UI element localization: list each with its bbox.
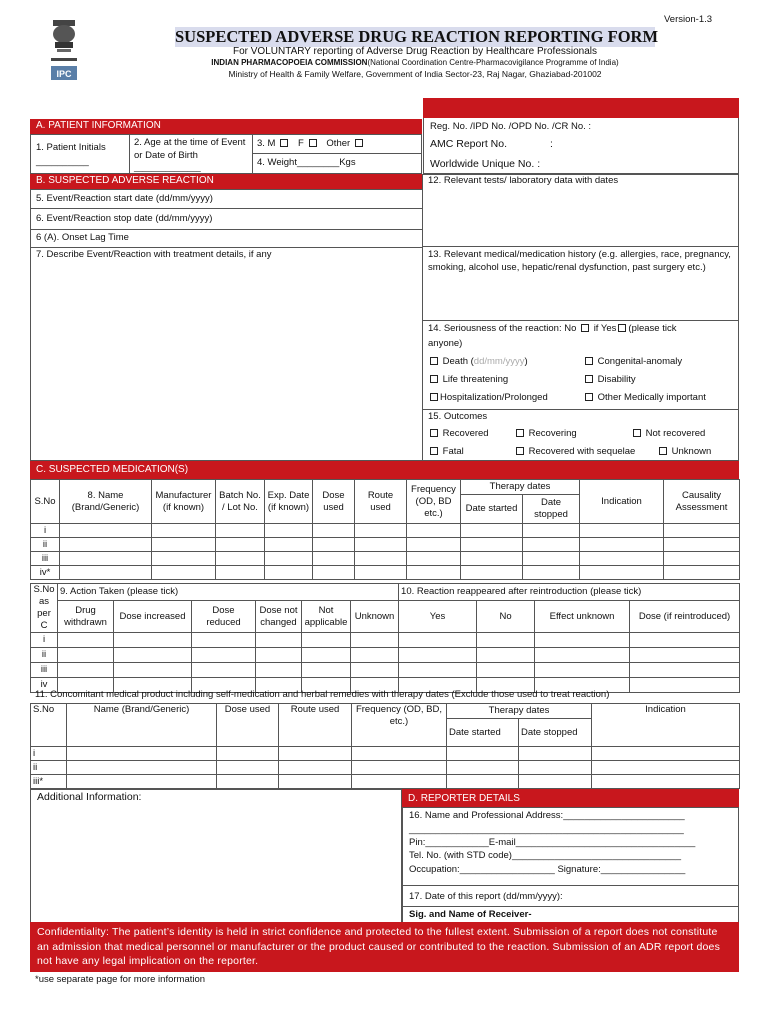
reg-no-label: Reg. No. /IPD No. /OPD No. /CR No. : (430, 121, 592, 132)
seriousness-anyone: anyone) (428, 338, 463, 349)
row-label: ii (31, 761, 67, 775)
checkbox-icon[interactable] (585, 357, 593, 365)
table-row (31, 648, 740, 663)
col-effect-unknown: Effect unknown (535, 601, 630, 633)
form-title: SUSPECTED ADVERSE DRUG REACTION REPORTING FORM (175, 27, 659, 46)
concomitant-table (30, 703, 740, 789)
section-c-heading: C. SUSPECTED MEDICATION(S) (30, 461, 739, 479)
table-row (31, 566, 740, 580)
onset-lag-label: 6 (A). Onset Lag Time (36, 232, 129, 243)
age-label: 2. Age at the time of Event or Date of Birth (134, 137, 246, 161)
footnote: *use separate page for more information (35, 974, 206, 985)
life-threatening-option[interactable]: Life threatening (428, 374, 508, 386)
lab-data-label: 12. Relevant tests/ laboratory data with dates (428, 175, 619, 186)
additional-info-field[interactable] (30, 789, 402, 923)
col-dose-reintroduced: Dose (if reintroduced) (630, 601, 740, 633)
conc-col-started: Date started (447, 719, 519, 747)
event-start-label: 5. Event/Reaction start date (dd/mm/yyyy) (36, 193, 213, 204)
right-top-bar (423, 98, 739, 118)
reporter-pin: Pin:____________E-mail__________________________________ (409, 837, 696, 848)
table-row (31, 663, 740, 678)
col-no: No (477, 601, 535, 633)
recovered-option[interactable]: Recovered (428, 428, 489, 440)
form-subtitle: For VOLUNTARY reporting of Adverse Drug Reaction by Healthcare Professionals (232, 46, 598, 57)
checkbox-icon[interactable] (516, 429, 524, 437)
col-causality: Causality Assessment (664, 480, 740, 524)
row-label: iii (31, 552, 60, 566)
fatal-option[interactable]: Fatal (428, 446, 464, 458)
col-route: Route used (355, 480, 407, 524)
table-row (31, 552, 740, 566)
male-checkbox-icon[interactable] (280, 139, 288, 147)
congenital-option[interactable]: Congenital-anomaly (583, 356, 682, 368)
section-a-heading: A. PATIENT INFORMATION (30, 119, 422, 134)
amc-report-colon: : (550, 138, 553, 150)
concomitant-label: 11. Concomitant medical product including self-medication and herbal remedies with therapy dates (Exclude those used to treat reaction) (35, 689, 610, 700)
emblem-icon (47, 18, 81, 86)
col-batch: Batch No. / Lot No. (216, 480, 265, 524)
outcomes-label: 15. Outcomes (428, 411, 488, 422)
unknown-outcome-option[interactable]: Unknown (657, 446, 711, 458)
conc-col-stopped: Date stopped (519, 719, 592, 747)
conc-col-therapy-dates: Therapy dates (447, 704, 592, 719)
patient-initials-blank: __________ (36, 156, 89, 167)
row-label: i (31, 524, 60, 538)
section-d-heading: D. REPORTER DETAILS (402, 789, 739, 808)
checkbox-icon[interactable] (430, 357, 438, 365)
col-sno: S.No (31, 480, 60, 524)
conc-col-dose: Dose used (217, 704, 279, 747)
reporter-tel: Tel. No. (with STD code)________________________________ (409, 850, 682, 861)
event-description-label: 7. Describe Event/Reaction with treatment details, if any (36, 249, 272, 260)
col-frequency: Frequency (OD, BD etc.) (407, 480, 461, 524)
event-stop-label: 6. Event/Reaction stop date (dd/mm/yyyy) (36, 213, 213, 224)
conc-col-indication: Indication (592, 704, 740, 747)
action-taken-table (30, 583, 740, 693)
col-yes: Yes (399, 601, 477, 633)
checkbox-icon[interactable] (430, 393, 438, 401)
checkbox-icon[interactable] (659, 447, 667, 455)
svg-text:IPC: IPC (56, 69, 72, 79)
seriousness-no-checkbox-icon[interactable] (581, 324, 589, 332)
reporter-name-label: 16. Name and Professional Address:_______________________ (409, 810, 685, 821)
conc-col-route: Route used (279, 704, 352, 747)
weight-label: 4. Weight________Kgs (257, 157, 356, 168)
checkbox-icon[interactable] (430, 429, 438, 437)
recovering-option[interactable]: Recovering (514, 428, 577, 440)
ministry-line: Ministry of Health & Family Welfare, Government of India Sector-23, Raj Nagar, Ghaziabad-201002 (228, 69, 602, 79)
conc-col-sno: S.No (31, 704, 67, 747)
reporter-occupation: Occupation:__________________ Signature:________________ (409, 864, 686, 875)
sequelae-option[interactable]: Recovered with sequelae (514, 446, 635, 458)
table-row (31, 775, 740, 789)
col-drug-withdrawn: Drug withdrawn (58, 601, 114, 633)
col-indication: Indication (580, 480, 664, 524)
version-label: Version-1.3 (664, 14, 713, 25)
reg-block[interactable] (423, 118, 739, 174)
commission-line: INDIAN PHARMACOPOEIA COMMISSION(National Coordination Centre-Pharmacovigilance Programme of India) (211, 58, 619, 67)
reporter-line2: ____________________________________________________ (409, 824, 684, 835)
row-label: iv (31, 678, 58, 693)
col-manufacturer: Manufacturer (if known) (152, 480, 216, 524)
col-exp: Exp. Date (if known) (265, 480, 313, 524)
row-label: iii (31, 663, 58, 678)
col-therapy-dates: Therapy dates (461, 480, 580, 495)
report-date-label: 17. Date of this report (dd/mm/yyyy): (409, 891, 563, 902)
not-recovered-option[interactable]: Not recovered (631, 428, 705, 440)
patient-initials-field[interactable] (30, 134, 130, 174)
conc-col-frequency: Frequency (OD, BD, etc.) (352, 704, 447, 747)
table-row (31, 747, 740, 761)
col-dose: Dose used (313, 480, 355, 524)
confidentiality-note: Confidentiality: The patient’s identity is held in strict confidence and protected to the fullest extent. Submission of a report does not constitute an admission that medical personnel or manufacturer or the product caused or contributed to the reaction. Submission of an ADR report does not have any legal implication on the reporter. (30, 922, 739, 972)
seriousness-yes-checkbox-icon[interactable] (618, 324, 626, 332)
col-name: 8. Name (Brand/Generic) (60, 480, 152, 524)
female-checkbox-icon[interactable] (309, 139, 317, 147)
other-checkbox-icon[interactable] (355, 139, 363, 147)
sex-row: 3. M F Other (257, 138, 365, 150)
col-unknown: Unknown (351, 601, 399, 633)
table-row (31, 761, 740, 775)
conc-col-name: Name (Brand/Generic) (67, 704, 217, 747)
worldwide-unique-label: Worldwide Unique No. : (430, 158, 541, 170)
checkbox-icon[interactable] (430, 447, 438, 455)
table-row (31, 633, 740, 648)
col-not-applicable: Not applicable (302, 601, 351, 633)
row-label: i (31, 633, 58, 648)
event-description-field[interactable] (30, 247, 423, 461)
seriousness-line: 14. Seriousness of the reaction: No if Yes (please tick (428, 323, 677, 334)
row-label: i (31, 747, 67, 761)
col-dose-not-changed: Dose not changed (256, 601, 302, 633)
checkbox-icon[interactable] (430, 375, 438, 383)
hospitalization-option[interactable]: Hospitalization/Prolonged (428, 392, 548, 404)
col-date-started: Date started (461, 495, 523, 524)
suspected-medication-table (30, 479, 740, 580)
col-dose-reduced: Dose reduced (192, 601, 256, 633)
checkbox-icon[interactable] (516, 447, 524, 455)
section-b-heading: B. SUSPECTED ADVERSE REACTION (30, 174, 422, 189)
patient-initials-label: 1. Patient Initials (36, 142, 106, 153)
reappeared-label: 10. Reaction reappeared after reintroduction (please tick) (399, 584, 740, 601)
row-label: ii (31, 538, 60, 552)
additional-info-label: Additional Information: (37, 791, 142, 803)
receiver-label: Sig. and Name of Receiver- (409, 909, 532, 920)
action-taken-label: 9. Action Taken (please tick) (58, 584, 399, 601)
age-blank: _______________ (134, 163, 201, 172)
table-row (31, 538, 740, 552)
disability-option[interactable]: Disability (583, 374, 636, 386)
death-option[interactable]: Death (dd/mm/yyyy) (428, 356, 528, 368)
col-date-stopped: Date stopped (523, 495, 580, 524)
amc-report-label: AMC Report No. (430, 138, 508, 150)
checkbox-icon[interactable] (585, 375, 593, 383)
medical-history-label: 13. Relevant medical/medication history (e.g. allergies, race, pregnancy, smoking, alcohol use, hepatic/renal dysfunction, past surgery etc.) (428, 249, 731, 273)
table-row (31, 524, 740, 538)
checkbox-icon[interactable] (633, 429, 641, 437)
row-label: ii (31, 648, 58, 663)
other-medical-option[interactable]: Other Medically important (583, 392, 706, 404)
checkbox-icon[interactable] (585, 393, 593, 401)
row-label: iv* (31, 566, 60, 580)
col-dose-increased: Dose increased (114, 601, 192, 633)
action-sno: S.No as per C (31, 584, 58, 633)
row-label: iii* (31, 775, 67, 789)
